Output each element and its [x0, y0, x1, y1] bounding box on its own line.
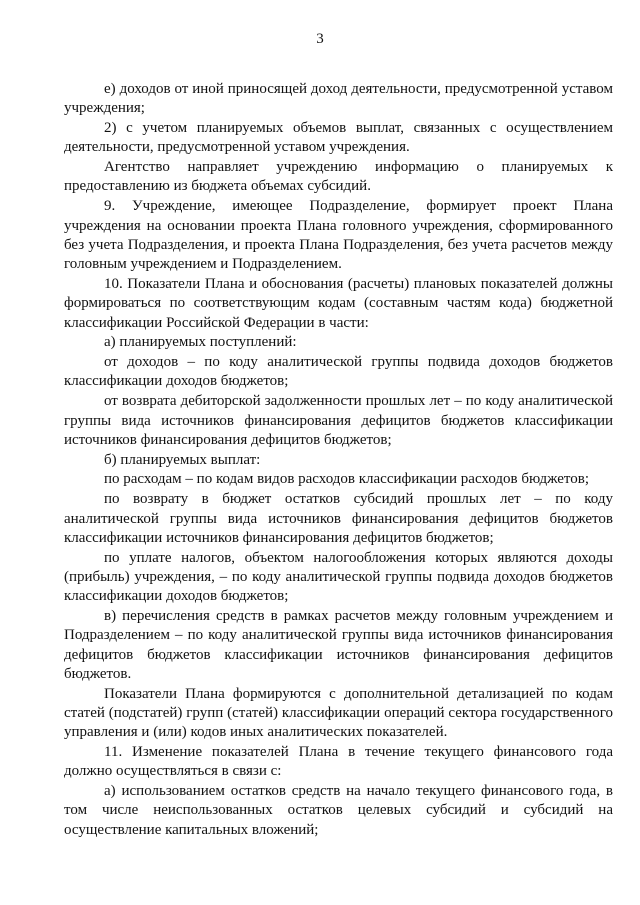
page-number: 3 — [316, 31, 324, 47]
paragraph-item-9: 9. Учреждение, имеющее Подразделение, формирует проект Плана учреждения на основании проекта Плана головного учреждения, сформированного без учета Подразделения, и проекта Плана Подразделения, без учета расчетов между головным учреждением и Подразделением. — [64, 198, 613, 273]
paragraph-balances-use: а) использованием остатков средств на начало текущего финансового года, в том числе неиспользованных остатков целевых субсидий и субсидий на осуществление капитальных вложений; — [64, 783, 613, 838]
paragraph-receivables-return: от возврата дебиторской задолженности прошлых лет – по коду аналитической группы вида источников финансирования дефицитов бюджетов классификации источников финансирования дефицитов бюджетов; — [64, 393, 613, 448]
paragraph-item-10: 10. Показатели Плана и обоснования (расчеты) плановых показателей должны формироваться по соответствующим кодам (составным частям кода) бюджетной классификации Российской Федерации в части: — [64, 275, 613, 331]
paragraph-tax-payment: по уплате налогов, объектом налогообложения которых являются доходы (прибыль) учреждения, – по коду аналитической группы подвида доходов бюджетов классификации доходов бюджетов; — [64, 549, 613, 605]
paragraph-subsidy-return: по возврату в бюджет остатков субсидий прошлых лет – по коду аналитической группы вида источников финансирования дефицитов бюджетов классификации источников финансирования дефицитов бюджетов; — [64, 491, 613, 546]
paragraph-item-11: 11. Изменение показателей Плана в течение текущего финансового года должно осуществляться в связи с: — [64, 744, 613, 780]
paragraph-transfers: в) перечисления средств в рамках расчетов между головным учреждением и Подразделением – по коду аналитической группы вида источников финансирования дефицитов бюджетов классификации источников финансирования дефицитов бюджетов. — [64, 608, 613, 682]
paragraph-agency-subsidy-info: Агентство направляет учреждению информацию о планируемых к предоставлению из бюджета объемах субсидий. — [64, 159, 613, 195]
paragraph-planned-payments: б) планируемых выплат: — [104, 451, 261, 468]
paragraph-planned-payments-basis: 2) с учетом планируемых объемов выплат, связанных с осуществлением деятельности, предусмотренной уставом учреждения. — [64, 120, 613, 156]
document-body — [64, 80, 613, 840]
paragraph-income-other-activity: е) доходов от иной приносящей доход деятельности, предусмотренной уставом учреждения; — [64, 81, 613, 117]
paragraph-planned-receipts: а) планируемых поступлений: — [104, 334, 297, 351]
paragraph-by-expenses: по расходам – по кодам видов расходов классификации расходов бюджетов; — [104, 471, 590, 488]
paragraph-from-income: от доходов – по коду аналитической группы подвида доходов бюджетов классификации доходов бюджетов; — [64, 354, 613, 390]
paragraph-detailing: Показатели Плана формируются с дополнительной детализацией по кодам статей (подстатей) групп (статей) классификации операций сектора государственного управления и (или) кодов иных аналитических показателей. — [64, 685, 613, 741]
